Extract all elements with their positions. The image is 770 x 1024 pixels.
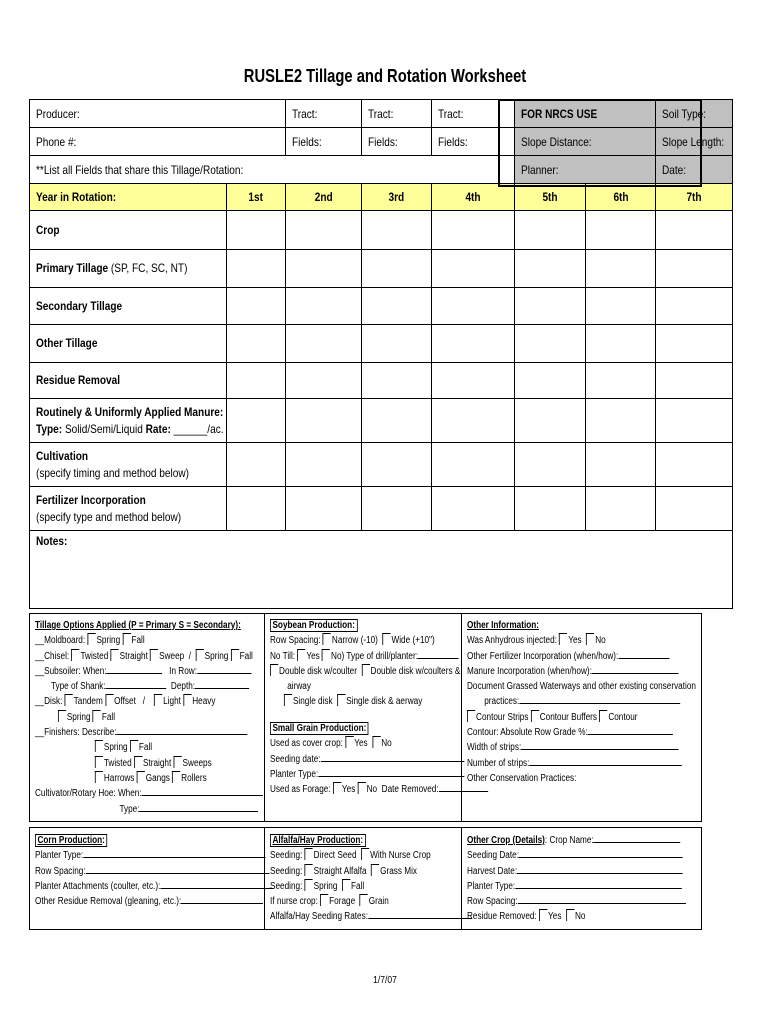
fields-3[interactable]: Fields:: [432, 128, 515, 156]
primary-tillage-label: Primary Tillage (SP, FC, SC, NT): [30, 250, 227, 288]
primary-tillage-cell[interactable]: [515, 250, 586, 288]
checkbox[interactable]: [95, 740, 103, 752]
checkbox[interactable]: [122, 633, 130, 645]
secondary-tillage-cell[interactable]: [586, 288, 656, 325]
other-tillage-cell[interactable]: [286, 325, 362, 363]
year-2nd: 2nd: [286, 184, 362, 211]
checkbox[interactable]: [231, 649, 239, 661]
crop-cell[interactable]: [656, 211, 733, 250]
checkbox[interactable]: [361, 848, 369, 860]
checkbox[interactable]: [362, 664, 370, 676]
year-7th: 7th: [656, 184, 733, 211]
tillage-options-heading: Tillage Options Applied (P = Primary S = Secondary):: [35, 620, 241, 631]
fields-1[interactable]: Fields:: [286, 128, 362, 156]
checkbox[interactable]: [270, 664, 278, 676]
other-tillage-cell[interactable]: [586, 325, 656, 363]
checkbox[interactable]: [342, 879, 350, 891]
cultivation-cell[interactable]: [586, 443, 656, 487]
residue-removal-cell[interactable]: [432, 363, 515, 399]
other-tillage-cell[interactable]: [432, 325, 515, 363]
manure-cell[interactable]: [362, 399, 432, 443]
checkbox[interactable]: [322, 649, 330, 661]
checkbox[interactable]: [358, 782, 366, 794]
year-5th: 5th: [515, 184, 586, 211]
divider: [264, 613, 265, 822]
checkbox[interactable]: [371, 864, 379, 876]
crop-label: Crop: [30, 211, 227, 250]
checkbox[interactable]: [586, 633, 594, 645]
primary-tillage-row: [30, 250, 733, 288]
checkbox[interactable]: [539, 909, 547, 921]
cultivation-cell[interactable]: [432, 443, 515, 487]
cultivation-row: [30, 443, 733, 487]
tillage-options-section: Tillage Options Applied (P = Primary S = Secondary): __Moldboard: Spring Fall __Chisel: Twisted Straight Sweep / Spring Fall __Subsoiler: When: In Row: Type of Shank: Depth: __Disk: Tandem Offset / Light Heavy Spring Fall __Finishers: Describe: Spring Fall Twisted Straight Sweeps Harrows Gangs Rollers Cultivator/Rotary Hoe: When: Type:: [35, 618, 263, 817]
residue-removal-row: [30, 363, 733, 399]
crop-cell[interactable]: [432, 211, 515, 250]
other-tillage-cell[interactable]: [362, 325, 432, 363]
primary-tillage-cell[interactable]: [362, 250, 432, 288]
residue-removal-cell[interactable]: [515, 363, 586, 399]
year-3rd: 3rd: [362, 184, 432, 211]
checkbox[interactable]: [284, 694, 292, 706]
cultivation-cell[interactable]: [286, 443, 362, 487]
crop-cell[interactable]: [286, 211, 362, 250]
footer-date: 1/7/07: [373, 975, 397, 986]
checkbox[interactable]: [172, 771, 180, 783]
fertilizer-cell[interactable]: [286, 487, 362, 531]
manure-cell[interactable]: [227, 399, 286, 443]
checkbox[interactable]: [323, 633, 331, 645]
corn-section: Corn Production: Planter Type: Row Spacing: Planter Attachments (coulter, etc.): Other Residue Removal (gleaning, etc.):: [35, 833, 274, 909]
crop-row: [30, 211, 733, 250]
year-1st: 1st: [227, 184, 286, 211]
checkbox[interactable]: [154, 694, 162, 706]
checkbox[interactable]: [95, 771, 103, 783]
soil-type-field[interactable]: Soil Type:: [656, 100, 733, 128]
notes-row: [30, 531, 733, 609]
cultivation-label: Cultivation (specify timing and method below): [30, 443, 227, 487]
page-title: RUSLE2 Tillage and Rotation Worksheet: [243, 66, 527, 86]
tract-1[interactable]: Tract:: [286, 100, 362, 128]
secondary-tillage-cell[interactable]: [227, 288, 286, 325]
manure-cell[interactable]: [286, 399, 362, 443]
checkbox[interactable]: [95, 756, 103, 768]
checkbox[interactable]: [183, 694, 191, 706]
checkbox[interactable]: [65, 694, 73, 706]
manure-cell[interactable]: [656, 399, 733, 443]
other-tillage-cell[interactable]: [656, 325, 733, 363]
crop-cell[interactable]: [586, 211, 656, 250]
other-info-heading: Other Information:: [467, 620, 539, 631]
cultivation-cell[interactable]: [515, 443, 586, 487]
fertilizer-cell[interactable]: [656, 487, 733, 531]
other-crop-heading: Other Crop (Details): [467, 835, 545, 846]
rotation-worksheet-table: [29, 99, 733, 609]
residue-removal-label: Residue Removal: [30, 363, 227, 399]
alfalfa-section: Alfalfa/Hay Production: Seeding: Direct Seed With Nurse Crop Seeding: Straight Alfalfa Grass Mix Seeding: Spring Fall If nurse crop: Forage Grain Alfalfa/Hay Seeding Rates:: [270, 833, 471, 925]
manure-label: Routinely & Uniformly Applied Manure: Type: Solid/Semi/Liquid Rate: ______/ac.: [30, 399, 227, 443]
manure-cell[interactable]: [432, 399, 515, 443]
producer-field[interactable]: Producer:: [30, 100, 286, 128]
tract-2[interactable]: Tract:: [362, 100, 432, 128]
other-tillage-label: Other Tillage: [30, 325, 227, 363]
secondary-tillage-cell[interactable]: [286, 288, 362, 325]
residue-removal-cell[interactable]: [227, 363, 286, 399]
other-info-section: Other Information: Was Anhydrous injected: Yes No Other Fertilizer Incorporation (when/how): Manure Incorporation (when/how): Document Grassed Waterways and other existing conservation practices: Contour Strips Contour Buffers Contour Contour: Absolute Row Grade %: Width of strips: Number of strips: Other Conservation Practices:: [467, 620, 696, 784]
checkbox[interactable]: [196, 649, 204, 661]
checkbox[interactable]: [305, 848, 313, 860]
checkbox[interactable]: [360, 894, 368, 906]
manure-cell[interactable]: [586, 399, 656, 443]
year-6th: 6th: [586, 184, 656, 211]
planner-field[interactable]: Planner:: [515, 156, 656, 184]
cultivation-cell[interactable]: [362, 443, 432, 487]
fertilizer-cell[interactable]: [586, 487, 656, 531]
notes-field[interactable]: Notes:: [30, 531, 733, 609]
fertilizer-row: [30, 487, 733, 531]
checkbox[interactable]: [559, 633, 567, 645]
crop-cell[interactable]: [515, 211, 586, 250]
checkbox[interactable]: [71, 649, 79, 661]
primary-tillage-cell[interactable]: [586, 250, 656, 288]
tract-3[interactable]: Tract:: [432, 100, 515, 128]
checkbox[interactable]: [134, 756, 142, 768]
fertilizer-label: Fertilizer Incorporation (specify type and method below): [30, 487, 227, 531]
soybean-section: Soybean Production: Row Spacing: Narrow (-10) Wide (+10") No Till: Yes No) Type of drill/planter: Double disk w/coulter Double disk w/coulters & airway Single disk Single disk & aerway: [270, 620, 461, 708]
crop-cell[interactable]: [362, 211, 432, 250]
other-tillage-row: [30, 325, 733, 363]
checkbox[interactable]: [531, 710, 539, 722]
soybean-heading: Soybean Production:: [270, 619, 357, 632]
checkbox[interactable]: [93, 710, 101, 722]
other-tillage-cell[interactable]: [227, 325, 286, 363]
primary-tillage-cell[interactable]: [432, 250, 515, 288]
cultivation-cell[interactable]: [227, 443, 286, 487]
fertilizer-cell[interactable]: [432, 487, 515, 531]
primary-tillage-cell[interactable]: [656, 250, 733, 288]
secondary-tillage-cell[interactable]: [432, 288, 515, 325]
checkbox[interactable]: [111, 649, 119, 661]
year-4th: 4th: [432, 184, 515, 211]
residue-removal-cell[interactable]: [362, 363, 432, 399]
list-fields-field[interactable]: **List all Fields that share this Tillage/Rotation:: [30, 156, 515, 184]
primary-tillage-cell[interactable]: [286, 250, 362, 288]
checkbox[interactable]: [333, 782, 341, 794]
secondary-tillage-cell[interactable]: [656, 288, 733, 325]
checkbox[interactable]: [566, 909, 574, 921]
residue-removal-cell[interactable]: [286, 363, 362, 399]
checkbox[interactable]: [174, 756, 182, 768]
checkbox[interactable]: [87, 633, 95, 645]
manure-cell[interactable]: [515, 399, 586, 443]
checkbox[interactable]: [320, 894, 328, 906]
residue-removal-cell[interactable]: [656, 363, 733, 399]
secondary-tillage-label: Secondary Tillage: [30, 288, 227, 325]
secondary-tillage-row: [30, 288, 733, 325]
year-in-rotation-label: Year in Rotation:: [30, 184, 227, 211]
phone-field[interactable]: Phone #:: [30, 128, 286, 156]
other-crop-section: Other Crop (Details): Crop Name: Seeding Date: Harvest Date: Planter Type: Row Spacing: Residue Removed: Yes No: [467, 833, 686, 925]
fields-2[interactable]: Fields:: [362, 128, 432, 156]
checkbox[interactable]: [345, 736, 353, 748]
crop-cell[interactable]: [227, 211, 286, 250]
residue-removal-cell[interactable]: [586, 363, 656, 399]
checkbox[interactable]: [372, 736, 380, 748]
checkbox[interactable]: [337, 694, 345, 706]
date-field[interactable]: Date:: [656, 156, 733, 184]
slope-distance-field[interactable]: Slope Distance:: [515, 128, 656, 156]
corn-heading: Corn Production: [37, 835, 103, 846]
small-grain-heading: Small Grain Production:: [270, 722, 369, 735]
fertilizer-cell[interactable]: [227, 487, 286, 531]
nrcs-use-label: FOR NRCS USE: [515, 100, 656, 128]
other-tillage-cell[interactable]: [515, 325, 586, 363]
fertilizer-cell[interactable]: [362, 487, 432, 531]
cultivation-cell[interactable]: [656, 443, 733, 487]
primary-tillage-cell[interactable]: [227, 250, 286, 288]
alfalfa-heading: Alfalfa/Hay Production: [272, 835, 361, 846]
checkbox[interactable]: [137, 771, 145, 783]
checkbox[interactable]: [130, 740, 138, 752]
small-grain-section: Small Grain Production: Used as cover crop: Yes No Seeding date: Planter Type: Used as Forage: Yes No Date Removed:: [270, 721, 488, 797]
checkbox[interactable]: [382, 633, 390, 645]
checkbox[interactable]: [105, 694, 113, 706]
manure-row: [30, 399, 733, 443]
checkbox[interactable]: [297, 649, 305, 661]
checkbox[interactable]: [305, 879, 313, 891]
slope-length-field[interactable]: Slope Length:: [656, 128, 733, 156]
checkbox[interactable]: [599, 710, 607, 722]
fertilizer-cell[interactable]: [515, 487, 586, 531]
checkbox[interactable]: [467, 710, 475, 722]
checkbox[interactable]: [305, 864, 313, 876]
checkbox[interactable]: [150, 649, 158, 661]
checkbox[interactable]: [58, 710, 66, 722]
secondary-tillage-cell[interactable]: [515, 288, 586, 325]
secondary-tillage-cell[interactable]: [362, 288, 432, 325]
